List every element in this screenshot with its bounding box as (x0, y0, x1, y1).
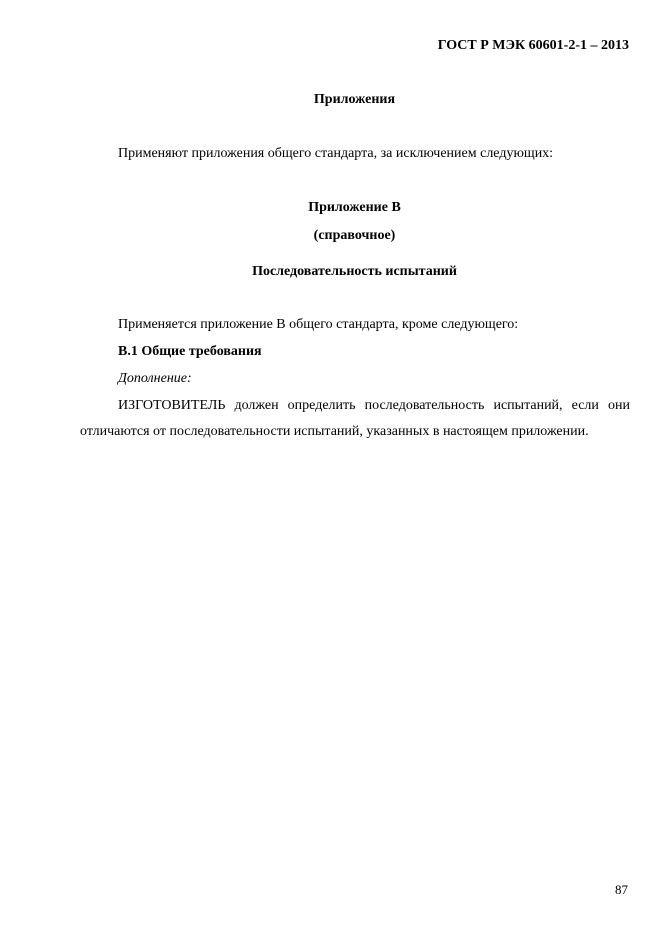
appendix-subtitle: Последовательность испытаний (252, 264, 457, 279)
appendix-title: Приложение В (308, 200, 401, 215)
document-code-header: ГОСТ Р МЭК 60601-2-1 – 2013 (437, 38, 629, 53)
clause-heading: В.1 Общие требования (118, 344, 262, 359)
addition-label: Дополнение: (118, 371, 192, 386)
appendix-intro: Применяется приложение В общего стандарта, кроме следующего: (118, 317, 519, 332)
page-number: 87 (615, 882, 628, 897)
section-title: Приложения (313, 92, 396, 107)
appendix-type: (справочное) (313, 228, 396, 243)
section-intro: Применяют приложения общего стандарта, за исключением следующих: (118, 146, 554, 161)
clause-body-text: ИЗГОТОВИТЕЛЬ должен определить последовательность испытаний, если они отличаются от последовательности испытаний, указанных в настоящем приложении. (80, 398, 630, 439)
